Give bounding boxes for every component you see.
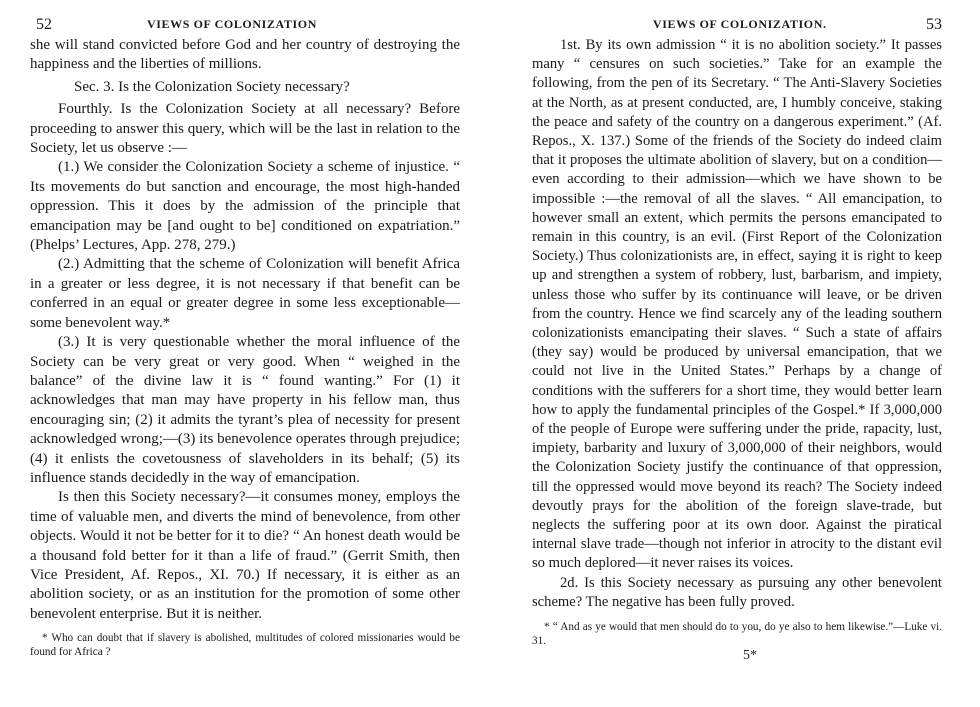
running-head: VIEWS OF COLONIZATION <box>147 17 317 31</box>
paragraph: she will stand convicted before God and her country of destroying the happiness and the liberties of millions. <box>30 37 460 73</box>
footnote: * Who can doubt that if slavery is abolished, multitudes of colored missionaries would be found for Africa ? <box>30 632 460 658</box>
section-heading: Sec. 3. Is the Colonization Society necessary? <box>74 78 350 95</box>
paragraph: 2d. Is this Society necessary as pursuing any other benevolent scheme? The negative has been fully proved. <box>532 574 942 610</box>
footnote: * “ And as ye would that men should do to you, do ye also to hem likewise.”—Luke vi. 31. <box>532 621 942 647</box>
right-page-body <box>532 36 942 663</box>
page-number: 53 <box>926 16 942 33</box>
paragraph: (2.) Admitting that the scheme of Colonization will benefit Africa in a greater or less degree, it is not necessary if that benefit can be conferred in an equal or greater degree in some less exceptionable—some benevolent way.* <box>30 256 460 331</box>
paragraph: Is then this Society necessary?—it consumes money, employs the time of valuable men, and diverts the mind of benevolence, from other objects. Would it not be better for it to die? “ An honest death would be a thousand fold better for it than a life of fraud.” (Gerrit Smith, then Vice President, Af. Repos., XI. 70.) If necessary, it is either as an abolition society, or as an institution for the promotion of some other benevolent enterprise. But it is neither. <box>30 489 460 622</box>
paragraph: (3.) It is very questionable whether the moral influence of the Society can be very great or very good. When “ weighed in the balance” of the divine law it is “ found wanting.” For (1) it acknowledges that man may have property in his fellow man, thus encouraging sin; (2) it admits the tyrant’s plea of necessity for present acknowledged wrong;—(3) its benevolence operates through prejudice; (4) it enlists the covetousness of slaveholders in its behalf; (5) its influence stands decidedly in the way of emancipation. <box>30 334 460 486</box>
left-page-header <box>30 16 460 36</box>
running-head: VIEWS OF COLONIZATION. <box>653 17 827 31</box>
paragraph: 1st. By its own admission “ it is no abolition society.” It passes many “ censures on such societies.” Take for an example the following, from the pen of its Secretary. “ The Anti-Slavery Societies at the North, as at present conducted, are, I humbly conceive, staking the peace and safety of the country on a dangerous experiment.” (Af. Repos., X. 137.) Some of the friends of the Society do indeed claim that it proposes the ultimate abolition of slavery, but on a condition—even according to their admission—which we have shown to be impossible :—the removal of all the slaves. “ All emancipation, to however small an extent, which permits the persons emancipated to remain in this country, is an evil. (First Report of the Colonization Society.) Thus colonizationists are, in effect, saying it is right to keep up and strengthen a system of robbery, lust, barbarism, and impiety, unless those who suffer by its continuance will leave, or be driven from the country. Hence we find scarcely any of the leading southern colonizationists emancipating their slaves. “ Such a state of affairs (they say) would be produced by universal emancipation, that we could not live in the United States.” Perhaps by a change of conditions with the sufferers for a short time, they would better learn how to apply the fundamental principles of the Gospel.* If 3,000,000 of the people of Europe were suffering under the pride, rapacity, lust, impiety, barbarity and luxury of 3,000,000 of their neighbors, would the Colonization Society justify the continuance of that oppression, till the oppressed would move beyond its reach? The Society indeed devoutly prays for the abolition of the foreign slave-trade, but neglects the suffering poor at its own door. Against the piratical internal slave trade—though not inferior in atrocity to the distant evil so much deplored—it never raises its voices. <box>532 37 942 572</box>
right-page-header <box>532 16 942 36</box>
right-page <box>532 0 942 707</box>
page-number: 52 <box>36 16 52 33</box>
left-page-body <box>30 36 460 659</box>
signature-mark: 5* <box>743 648 757 664</box>
left-page <box>30 0 460 707</box>
paragraph: Fourthly. Is the Colonization Society at all necessary? Before proceeding to answer this query, which will be the last in relation to the Society, let us observe :— <box>30 101 460 157</box>
paragraph: (1.) We consider the Colonization Society a scheme of injustice. “ Its movements do but sanction and encourage, the most high-handed oppression. This it does by the admission of the principle that emancipation may be [and ought to be] conditioned on expatriation.” (Phelps’ Lectures, App. 278, 279.) <box>30 159 460 254</box>
